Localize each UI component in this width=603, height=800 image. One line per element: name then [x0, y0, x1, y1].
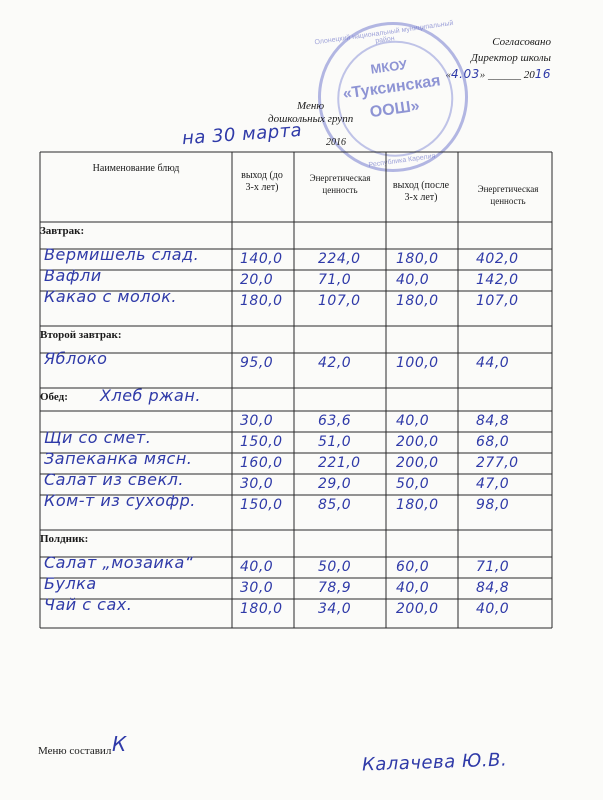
value-en2: 402,0: [476, 251, 519, 267]
value-en1: 34,0: [318, 601, 352, 617]
value-en1: 51,0: [318, 434, 352, 450]
approval-label: Согласовано: [492, 36, 551, 48]
value-out1: 180,0: [240, 293, 283, 309]
value-out1: 95,0: [240, 355, 274, 371]
value-out2: 180,0: [396, 497, 439, 513]
dish-name: Салат из свекл.: [44, 470, 184, 489]
dish-name: Вафли: [44, 266, 102, 285]
stamp-line-3: ООШ»: [368, 97, 421, 122]
value-en1: 107,0: [318, 293, 361, 309]
value-out2: 180,0: [396, 293, 439, 309]
value-en1: 85,0: [318, 497, 352, 513]
value-out2: 200,0: [396, 434, 439, 450]
value-out1: 30,0: [240, 580, 274, 596]
value-out1: 150,0: [240, 434, 283, 450]
stamp-ring-bottom: Республика Карелия: [368, 152, 436, 170]
footer-name-hand: Калачева Ю.В.: [361, 749, 508, 776]
approval-date: «4.03» ______ 2016: [445, 67, 551, 81]
value-en1: 63,6: [318, 413, 352, 429]
value-out1: 30,0: [240, 476, 274, 492]
section-title-hand: Хлеб ржан.: [100, 386, 201, 405]
value-en2: 98,0: [476, 497, 510, 513]
value-out1: 140,0: [240, 251, 283, 267]
section-title: Второй завтрак:: [40, 329, 122, 341]
stamp-ring-top: Олонецкий национальный муниципальный район: [314, 19, 454, 47]
value-en1: 42,0: [318, 355, 352, 371]
section-title: Обед:: [40, 391, 68, 403]
header-energy-small: Энергетическая ценность: [309, 173, 371, 195]
header-dish-name: Наименование блюд: [92, 163, 180, 174]
value-en2: 84,8: [476, 580, 510, 596]
dish-name: Ком-т из сухофр.: [44, 491, 196, 510]
header-output-small: выход (до 3-х лет): [241, 170, 283, 193]
value-en2: 71,0: [476, 559, 510, 575]
dish-name: Щи со смет.: [44, 428, 152, 447]
approval-year-prefix: 20: [523, 69, 535, 81]
dish-name: Салат „мозаика“: [44, 553, 194, 572]
value-out2: 50,0: [396, 476, 430, 492]
value-out2: 40,0: [396, 272, 430, 288]
value-en1: 224,0: [318, 251, 361, 267]
value-out1: 180,0: [240, 601, 283, 617]
menu-title-word: Меню: [297, 100, 325, 112]
value-en1: 78,9: [318, 580, 352, 596]
value-out1: 30,0: [240, 413, 274, 429]
value-out1: 160,0: [240, 455, 283, 471]
value-en2: 68,0: [476, 434, 510, 450]
footer-signature: К: [112, 732, 127, 756]
header-energy-big: Энергетическая ценность: [477, 184, 539, 206]
value-out2: 180,0: [396, 251, 439, 267]
stamp-line-1: МКОУ: [369, 56, 408, 77]
menu-year: 2016: [326, 137, 346, 148]
value-en2: 84,8: [476, 413, 510, 429]
section-title: Полдник:: [40, 533, 89, 545]
value-en2: 40,0: [476, 601, 510, 617]
value-en1: 50,0: [318, 559, 352, 575]
menu-date-hand: на 30 марта: [181, 119, 303, 150]
value-out1: 150,0: [240, 497, 283, 513]
value-en1: 221,0: [318, 455, 361, 471]
value-en2: 44,0: [476, 355, 510, 371]
value-out1: 20,0: [240, 272, 274, 288]
value-en2: 277,0: [476, 455, 519, 471]
value-out2: 40,0: [396, 413, 430, 429]
stamp-line-2: «Туксинская: [341, 72, 442, 103]
dish-name: Вермишель слад.: [44, 245, 200, 264]
dish-name: Запеканка мясн.: [44, 449, 193, 468]
value-en2: 47,0: [476, 476, 510, 492]
value-out2: 200,0: [396, 455, 439, 471]
value-en1: 71,0: [318, 272, 352, 288]
value-en1: 29,0: [318, 476, 352, 492]
dish-name: Какао с молок.: [44, 287, 178, 306]
header-output-big: выход (после 3-х лет): [392, 180, 450, 203]
value-out2: 100,0: [396, 355, 439, 371]
dish-name: Булка: [44, 574, 97, 593]
approval-year-hand: 16: [534, 67, 551, 81]
value-out1: 40,0: [240, 559, 274, 575]
value-out2: 60,0: [396, 559, 430, 575]
dish-name: Чай с сах.: [44, 595, 133, 614]
menu-title-group: дошкольных групп: [268, 113, 354, 125]
dish-name: Яблоко: [44, 349, 108, 368]
value-en2: 142,0: [476, 272, 519, 288]
value-out2: 200,0: [396, 601, 439, 617]
approval-position: Директор школы: [470, 52, 551, 64]
section-title: Завтрак:: [40, 225, 85, 237]
value-en2: 107,0: [476, 293, 519, 309]
approval-date-day: 4.03: [451, 67, 480, 81]
footer-compiled-by: Меню составил: [38, 745, 112, 757]
value-out2: 40,0: [396, 580, 430, 596]
